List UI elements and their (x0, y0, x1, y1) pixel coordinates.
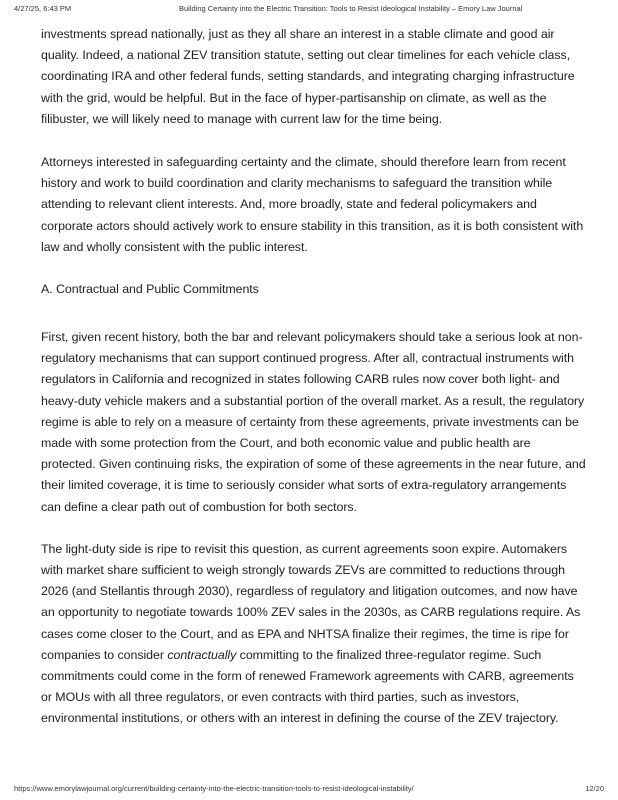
emphasis-contractually: contractually (167, 647, 237, 662)
print-header (14, 4, 604, 16)
section-heading: A. Contractual and Public Commitments (41, 282, 259, 297)
paragraph-first: First, given recent history, both the bar and relevant policymakers should take a serious look at non-regulatory mechanisms that can support continued progress. After all, contractual instruments with regulators in California and recognized in states following CARB rules now cover both light- and heavy-duty vehicle makers and a substantial portion of the overall market. As a result, the regulatory regime is able to rely on a measure of certainty from these agreements, private investments can be made with some protection from the Court, and both economic value and public health are protected. Given continuing risks, the expiration of some of these agreements in the near future, and their limited coverage, it is time to seriously consider what sorts of extra-regulatory arrangements can define a clear path out of combustion for both sectors. (41, 330, 586, 514)
print-date: 4/27/25, 6:43 PM (14, 4, 72, 13)
page-url: https://www.emorylawjournal.org/current/building-certainty-into-the-electric-transition-tools-to-resist-ideological-instability/ (14, 784, 414, 793)
paragraph-attorneys: Attorneys interested in safeguarding certainty and the climate, should therefore learn from recent history and work to build coordination and clarity mechanisms to safeguard the transition while attending to relevant client interests. And, more broadly, state and federal policymakers and corporate actors should actively work to ensure stability in this transition, as it is both consistent with law and wholly consistent with the public interest. (41, 155, 584, 254)
page-number: 12/20 (585, 784, 604, 793)
light-duty-text-b: committing to the finalized three-regulator regime. Such commitments could come in the form of renewed Framework agreements with CARB, agreements or MOUs with all three regulators, or even contracts with third parties, such as investors, environmental institutions, or others with an interest in defining the course of the ZEV trajectory. (41, 647, 574, 726)
paragraph-light-duty (41, 539, 586, 730)
print-title: Building Certainty into the Electric Transition: Tools to Resist Ideological Instability – Emory Law Journal (179, 4, 523, 13)
article-body (41, 24, 586, 730)
light-duty-text-a: The light-duty side is ripe to revisit this question, as current agreements soon expire. Automakers with market share sufficient to weigh strongly towards ZEVs are committed to reductions through 2026 (and Stellantis through 2030), regardless of regulatory and litigation outcomes, and now have an opportunity to negotiate towards 100% ZEV sales in the 2030s, as CARB regulations require. As cases come closer to the Court, and as EPA and NHTSA finalize their regimes, the time is ripe for companies to consider (41, 541, 581, 662)
paragraph-intro: investments spread nationally, just as they all share an interest in a stable climate and good air quality. Indeed, a national ZEV transition statute, setting out clear timelines for each vehicle class, coordinating IRA and other federal funds, setting standards, and integrating charging infrastructure with the grid, would be helpful. But in the face of hyper-partisanship on climate, as well as the filibuster, we will likely need to manage with current law for the time being. (41, 27, 575, 126)
print-footer (14, 784, 604, 796)
